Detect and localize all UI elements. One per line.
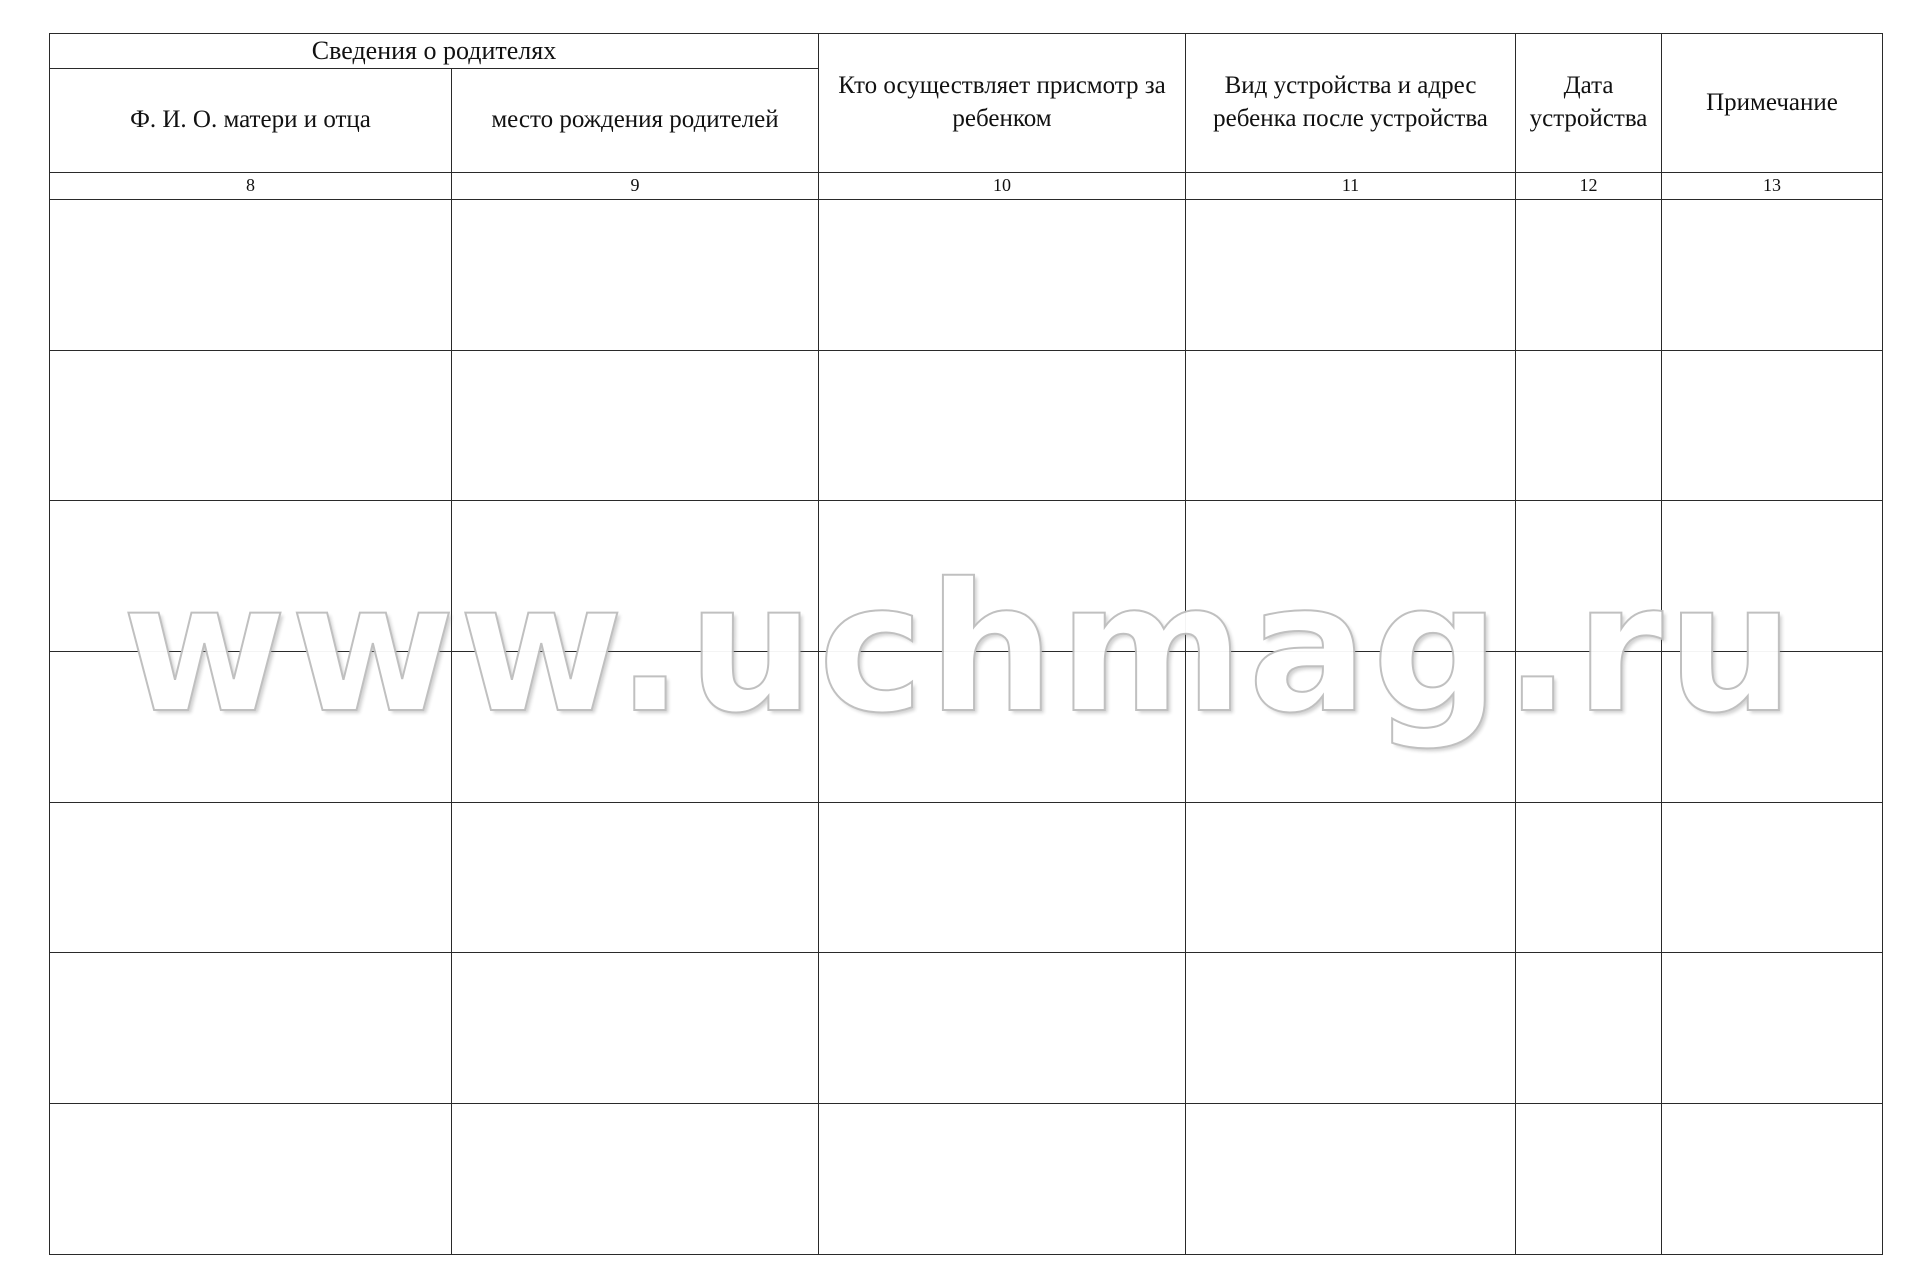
table-row <box>50 953 1883 1104</box>
table-cell[interactable] <box>50 501 452 652</box>
table-row <box>50 802 1883 953</box>
column-number: 13 <box>1662 172 1883 199</box>
table-cell[interactable] <box>452 199 819 350</box>
table-cell[interactable] <box>819 199 1186 350</box>
table-cell[interactable] <box>452 501 819 652</box>
table-cell[interactable] <box>50 199 452 350</box>
table-cell[interactable] <box>50 802 452 953</box>
table-cell[interactable] <box>1516 1104 1662 1255</box>
table-cell[interactable] <box>1186 953 1516 1104</box>
column-number: 12 <box>1516 172 1662 199</box>
table-row <box>50 350 1883 501</box>
table-cell[interactable] <box>1186 350 1516 501</box>
table-cell[interactable] <box>1516 953 1662 1104</box>
table-cell[interactable] <box>819 802 1186 953</box>
table-cell[interactable] <box>50 953 452 1104</box>
column-header-parents-birthplace: место рождения родителей <box>452 69 819 172</box>
table-cell[interactable] <box>50 652 452 803</box>
header-row-group <box>50 34 1883 69</box>
table-cell[interactable] <box>1516 350 1662 501</box>
table-cell[interactable] <box>1516 501 1662 652</box>
table-cell[interactable] <box>1662 501 1883 652</box>
table-cell[interactable] <box>452 802 819 953</box>
table-cell[interactable] <box>1516 652 1662 803</box>
table-row <box>50 501 1883 652</box>
table-row <box>50 652 1883 803</box>
table-cell[interactable] <box>1186 652 1516 803</box>
table-cell[interactable] <box>1662 953 1883 1104</box>
column-header-note: Примечание <box>1662 34 1883 173</box>
table-cell[interactable] <box>1662 802 1883 953</box>
column-header-placement-date: Дата устройства <box>1516 34 1662 173</box>
column-number: 11 <box>1186 172 1516 199</box>
table-cell[interactable] <box>1662 350 1883 501</box>
table-cell[interactable] <box>1516 802 1662 953</box>
table-cell[interactable] <box>50 1104 452 1255</box>
table-cell[interactable] <box>819 953 1186 1104</box>
column-header-placement: Вид устройства и адрес ребенка после устройства <box>1186 34 1516 173</box>
table-cell[interactable] <box>50 350 452 501</box>
table-cell[interactable] <box>1662 652 1883 803</box>
table-cell[interactable] <box>452 953 819 1104</box>
column-number: 10 <box>819 172 1186 199</box>
table-cell[interactable] <box>1186 501 1516 652</box>
register-table <box>49 33 1883 1255</box>
table-cell[interactable] <box>1186 1104 1516 1255</box>
table-cell[interactable] <box>819 501 1186 652</box>
table-row <box>50 199 1883 350</box>
column-number: 8 <box>50 172 452 199</box>
column-number-row <box>50 172 1883 199</box>
table-row <box>50 1104 1883 1255</box>
table-cell[interactable] <box>452 1104 819 1255</box>
table-cell[interactable] <box>452 652 819 803</box>
table-cell[interactable] <box>819 1104 1186 1255</box>
table-cell[interactable] <box>1662 1104 1883 1255</box>
table-cell[interactable] <box>1186 802 1516 953</box>
column-header-parents-name: Ф. И. О. матери и отца <box>50 69 452 172</box>
table-cell[interactable] <box>1186 199 1516 350</box>
column-number: 9 <box>452 172 819 199</box>
watermark: www.uchmag.ru <box>122 545 1798 752</box>
table-cell[interactable] <box>452 350 819 501</box>
table-cell[interactable] <box>1516 199 1662 350</box>
table-cell[interactable] <box>1662 199 1883 350</box>
table-cell[interactable] <box>819 652 1186 803</box>
group-header-parents-info: Сведения о родителях <box>50 34 819 69</box>
column-header-supervision: Кто осуществляет присмотр за ребенком <box>819 34 1186 173</box>
table-cell[interactable] <box>819 350 1186 501</box>
